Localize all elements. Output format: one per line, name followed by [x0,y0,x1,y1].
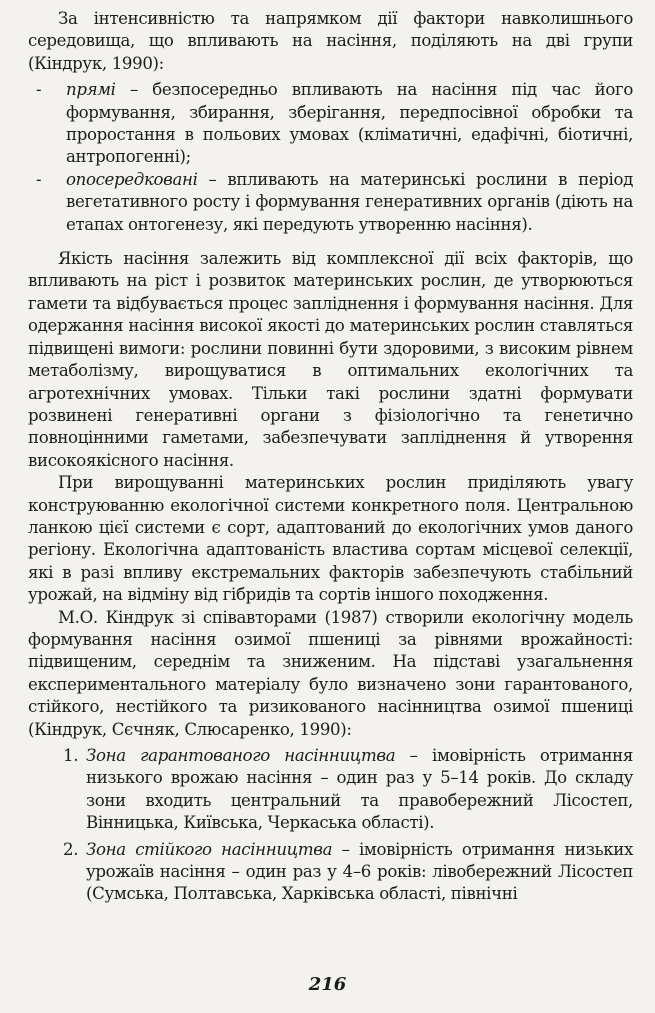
list-item-zone-guaranteed [63,745,633,835]
zone-description: – імовірність отримання низького врожаю насіння – один раз у 5–14 років. До складу зони входить центральний та правобережний Лісостеп, Вінницька, Київська, Черкаська області). [86,746,633,833]
paragraph-ecosystem: При вирощуванні материнських рослин приділяють увагу конструюванню екологічної системи конкретного поля. Центральною ланкою цієї системи є сорт, адаптований до екологічних умов даного регіону. Екологічна адаптованість властива сортам місцевої селекції, які в разі впливу екстремальних факторів забезпечують стабільний урожай, на відміну від гібридів та сортів іншого походження. [28,473,633,605]
zone-term: Зона гарантованого насінництва [86,746,396,765]
term-indirect: опосередковані [66,169,198,189]
zone-term: Зона стійкого насінництва [86,839,333,859]
page-number: 216 [308,974,347,995]
factor-groups-list [28,79,633,236]
zone-number: 1. [63,746,79,765]
paragraph-seed-quality: Якість насіння залежить від комплексної дії всіх факторів, що впливають на ріст і розвиток материнських рослин, де утворюються гамети та відбувається процес запліднення і формування насіння. Для одержання насіння високої якості до материнських рослин ставляться підвищені вимоги: рослини повинні бути здоровими, з високим рівнем метаболізму, вирощуватися в оптимальних екологічних та агротехнічних умовах. Тільки такі рослини здатні формувати розвинені генеративні органи з фізіологічно та генетично повноцінними гаметами, забезпечувати запліднення й утворення високоякісного насіння. [28,249,633,470]
zones-list [28,745,633,906]
zone-number: 2. [63,839,79,859]
body-text [28,8,633,906]
paragraph-ecological-model: М.О. Кіндрук зі співавторами (1987) створили екологічну модель формування насіння озимої пшениці за рівнями врожайності: підвищеним, середнім та зниженим. На підставі узагальнення експериментального матеріалу було визначено зони гарантованого, стійкого, нестійкого та ризикованого насінництва озимої пшениці (Кіндрук, Сєчняк, Слюсаренко, 1990): [28,607,633,739]
paragraph-factor-groups: За інтенсивністю та напрямком дії фактори навколишнього середовища, що впливають на насіння, поділяють на дві групи (Кіндрук, 1990): [28,9,633,73]
definition-indirect: – впливають на материнські рослини в період вегетативного росту і формування генеративних органів (діють на етапах онтогенезу, які передують утворенню насіння). [66,169,633,234]
definition-direct: – безпосередньо впливають на насіння під час його формування, збирання, зберігання, передпосівної обробки та проростання в польових умовах (кліматичні, едафічні, біотичні, антропогенні); [66,80,633,167]
term-direct: прямі [66,80,116,100]
list-item-direct-factors [66,79,633,169]
list-item-zone-stable [63,839,634,906]
zone-description: – імовірність отримання низьких урожаїв насіння – один раз у 4–6 років: лівобережний Лісостеп (Сумська, Полтавська, Харківська області, північні [86,839,634,904]
list-item-indirect-factors [66,169,633,236]
